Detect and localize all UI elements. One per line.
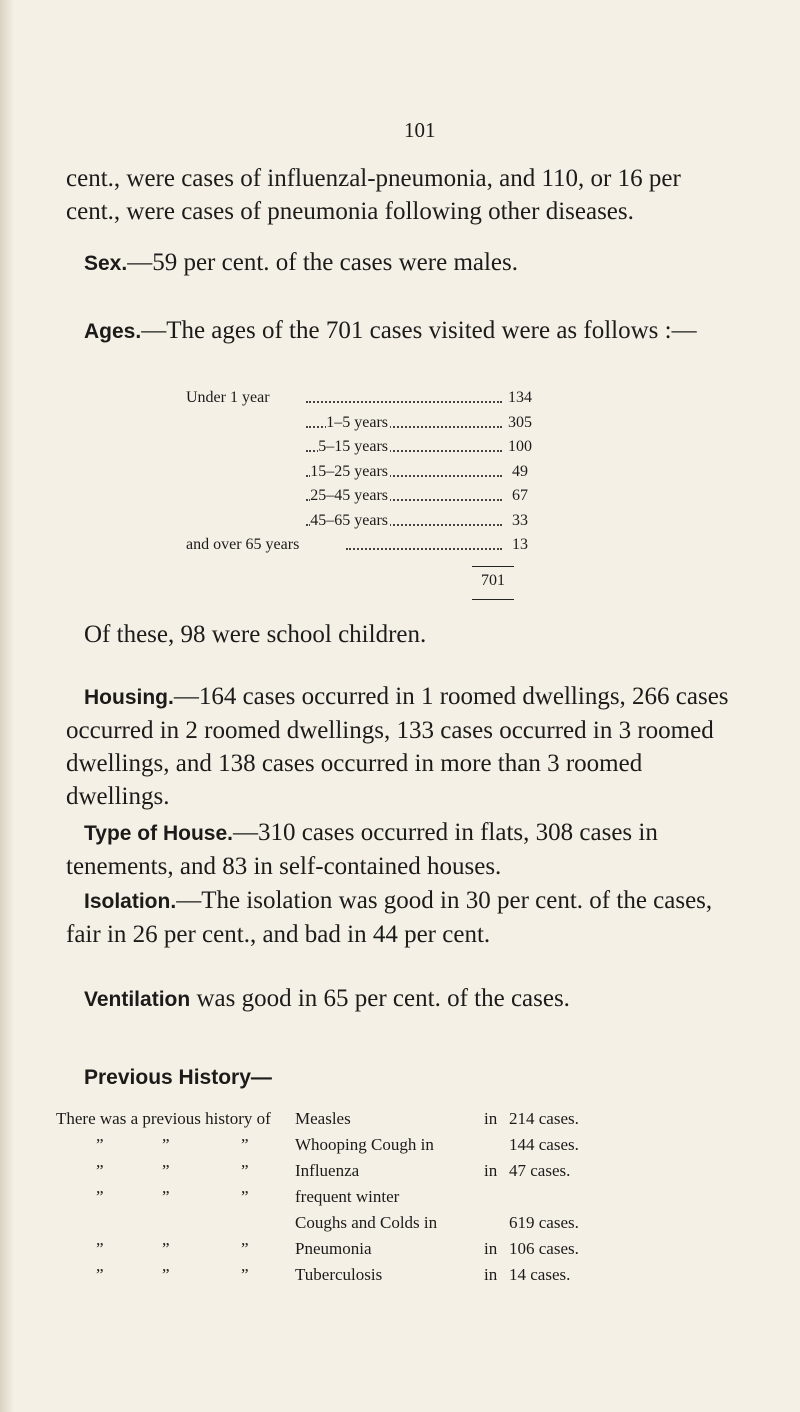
age-count: 67 (512, 487, 528, 504)
age-label: 45–65 years (310, 509, 390, 534)
history-disease: Measles (295, 1109, 351, 1128)
age-label: 25–45 years (310, 484, 390, 509)
page-number: 101 (404, 118, 436, 142)
isolation-paragraph (66, 884, 741, 951)
ditto-mark: ” (241, 1239, 249, 1258)
leader-dots (306, 401, 502, 403)
age-row (186, 435, 566, 460)
age-label: 5–15 years (318, 435, 390, 460)
age-label: and over 65 years (186, 533, 301, 558)
history-count: 47 cases. (509, 1161, 571, 1180)
ditto-mark: ” (96, 1135, 104, 1154)
age-row (186, 411, 566, 436)
ditto-mark: ” (96, 1187, 104, 1206)
history-heading-text: Previous History— (84, 1066, 272, 1089)
ditto-mark: ” (162, 1135, 170, 1154)
history-row (56, 1132, 756, 1158)
age-count: 49 (512, 462, 528, 480)
history-row (56, 1236, 756, 1262)
age-count: 305 (508, 413, 532, 431)
history-table (56, 1106, 756, 1288)
ventilation-paragraph (66, 982, 570, 1016)
sex-text: —59 per cent. of the cases were males. (127, 249, 519, 276)
history-disease: Influenza (295, 1161, 360, 1180)
ditto-mark: ” (241, 1161, 249, 1180)
ditto-mark: ” (96, 1265, 104, 1284)
ventilation-heading: Ventilation (84, 988, 191, 1011)
history-row (56, 1210, 756, 1236)
history-disease: Pneumonia (295, 1239, 372, 1258)
history-count: 214 cases. (509, 1109, 579, 1128)
history-row (56, 1158, 756, 1184)
age-label: Under 1 year (186, 386, 272, 411)
history-in: in (484, 1265, 498, 1284)
age-label: 15–25 years (310, 460, 390, 485)
history-count: 106 cases. (509, 1239, 579, 1258)
ages-table (186, 386, 566, 558)
history-disease: Tuberculosis (295, 1265, 383, 1284)
ages-paragraph (66, 314, 741, 348)
age-row (186, 533, 566, 558)
history-disease: frequent winter (295, 1187, 400, 1206)
age-count: 33 (512, 511, 528, 529)
sex-heading: Sex. (84, 252, 128, 275)
history-row (56, 1106, 756, 1132)
history-in: in (484, 1109, 498, 1128)
age-row (186, 386, 566, 411)
ditto-mark: ” (241, 1265, 249, 1284)
total-rule-bottom (472, 599, 514, 600)
isolation-heading: Isolation. (84, 890, 177, 913)
age-count: 134 (508, 389, 532, 406)
ditto-mark: ” (162, 1265, 170, 1284)
age-row (186, 460, 566, 485)
ditto-mark: ” (96, 1239, 104, 1258)
housing-text: —164 cases occurred in 1 roomed dwellings, 266 cases occurred in 2 roomed dwellings, 133 cases occurred in 3 roomed dwellings, and 138 cases occurred in more than 3 roomed dwellings. (66, 683, 729, 810)
history-count: 14 cases. (509, 1265, 571, 1284)
history-disease: Whooping Cough in (295, 1135, 434, 1154)
page-edge-shadow (0, 0, 14, 1412)
ditto-mark: ” (241, 1187, 249, 1206)
history-prefix: There was a previous history of (56, 1109, 271, 1128)
age-label: 1–5 years (326, 411, 390, 436)
school-paragraph: Of these, 98 were school children. (84, 621, 427, 648)
ventilation-text: was good in 65 per cent. of the cases. (190, 985, 570, 1012)
history-in: in (484, 1239, 498, 1258)
sex-paragraph (66, 246, 518, 280)
age-row (186, 509, 566, 534)
housing-heading: Housing. (84, 686, 174, 709)
history-row (56, 1184, 756, 1210)
ages-total: 701 (481, 572, 505, 589)
ditto-mark: ” (162, 1239, 170, 1258)
history-row (56, 1262, 756, 1288)
ditto-mark: ” (241, 1135, 249, 1154)
isolation-text: —The isolation was good in 30 per cent. of the cases, fair in 26 per cent., and bad in 44 per cent. (66, 887, 713, 948)
ages-text: —The ages of the 701 cases visited were as follows :— (141, 317, 697, 344)
house-type-text: —310 cases occurred in flats, 308 cases in tenements, and 83 in self-contained houses. (66, 819, 658, 880)
history-heading (84, 1060, 272, 1094)
intro-paragraph: cent., were cases of influenzal-pneumonia, and 110, or 16 per cent., were cases of pneumonia following other diseases. (66, 165, 681, 225)
history-disease: Coughs and Colds in (295, 1213, 438, 1232)
housing-paragraph (66, 680, 741, 813)
ages-heading: Ages. (84, 320, 142, 343)
house-type-paragraph (66, 816, 741, 883)
ditto-mark: ” (162, 1161, 170, 1180)
total-rule-top (472, 566, 514, 567)
age-count: 100 (508, 438, 532, 455)
age-count: 13 (512, 536, 528, 553)
history-count: 619 cases. (509, 1213, 579, 1232)
house-type-heading: Type of House. (84, 822, 233, 845)
leader-dots (346, 548, 502, 550)
ditto-mark: ” (96, 1161, 104, 1180)
history-in: in (484, 1161, 498, 1180)
ditto-mark: ” (162, 1187, 170, 1206)
age-row (186, 484, 566, 509)
history-count: 144 cases. (509, 1135, 579, 1154)
